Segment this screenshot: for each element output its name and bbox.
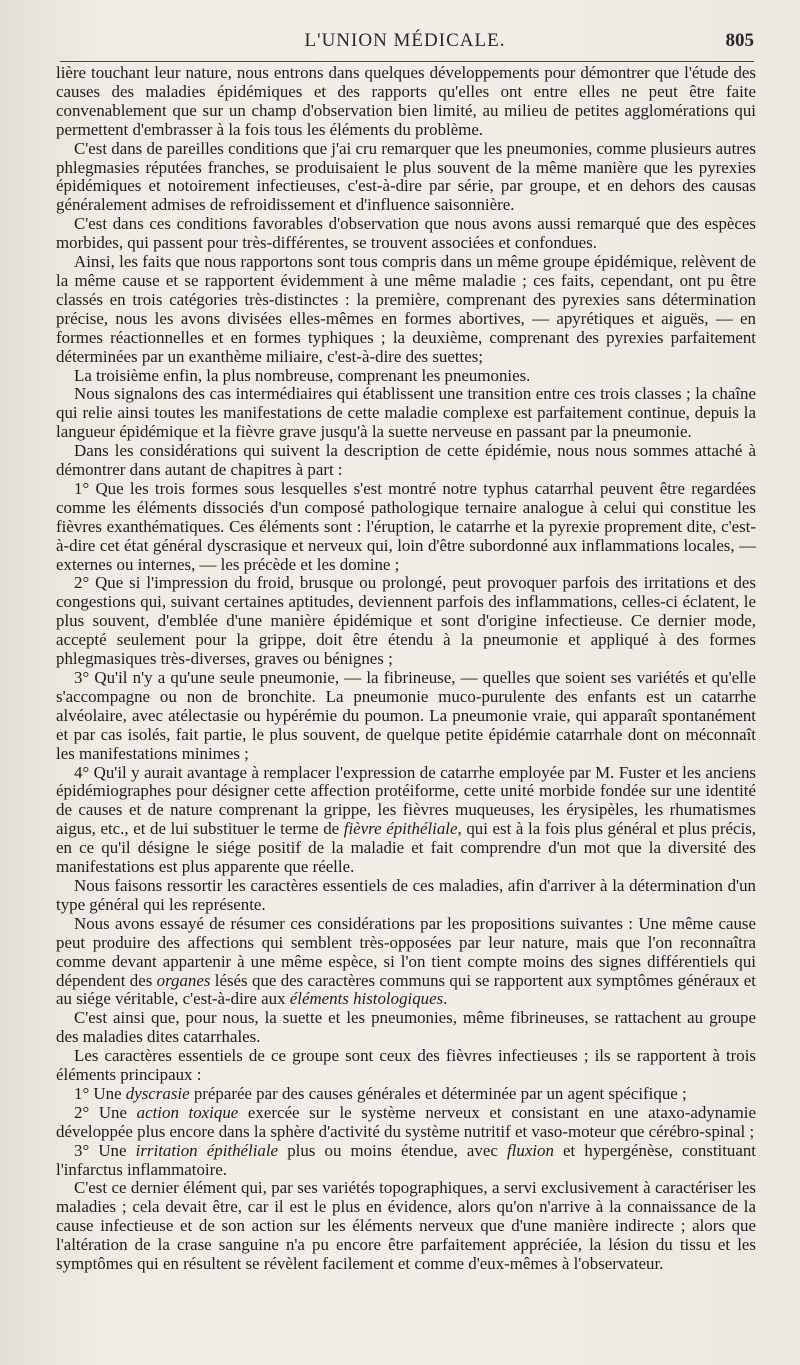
article-body bbox=[56, 64, 756, 1274]
header-rule bbox=[60, 61, 754, 62]
paragraph bbox=[56, 215, 756, 253]
paragraph bbox=[56, 253, 756, 366]
paragraph bbox=[56, 1142, 756, 1180]
text-run: C'est ce dernier élément qui, par ses variétés topographiques, a servi exclusivement à caractériser les maladies ; cela devait être, car il est le plus en évidence, alors qu'on n'arrive à la connaissance de la cause infectieuse et de son action sur les éléments nerveux que d'une manière indirecte ; alors que l'altération de la crase sanguine n'a pu encore être parfaitement appréciée, la lésion du tissu et les symptômes qui en résultent se révèlent facilement et comme d'eux-mêmes à l'observateur. bbox=[56, 1178, 756, 1274]
text-run: , qui est à la fois plus général et plus précis, en ce qu'il désigne le siége positif de la maladie et fait comprendre d'un mot que la diversité des manifestations est plus apparente que réelle. bbox=[56, 819, 756, 877]
paragraph bbox=[56, 915, 756, 1010]
paragraph bbox=[56, 64, 756, 140]
text-run: lésés que des caractères communs qui se rapportent aux symptômes généraux et au siége véritable, c'est-à-dire aux bbox=[56, 970, 756, 1009]
text-run: Nous avons essayé de résumer ces considérations par les propositions suivantes : Une même cause peut produire des affections qui semblent très-opposées par leur nature, mais que l'on reconnaîtra comme devant appartenir à une même espèce, si l'on tient compte moins des signes différentiels qui dépendent des bbox=[56, 913, 756, 990]
text-run: 1° Une bbox=[74, 1083, 126, 1103]
text-run: et hypergénèse, constituant l'infarctus inflammatoire. bbox=[56, 1140, 756, 1179]
text-run: C'est dans ces conditions favorables d'observation que nous avons aussi remarqué que des espèces morbides, qui passent pour très-différentes, se trouvent associées et confondues. bbox=[56, 214, 756, 253]
paragraph bbox=[56, 764, 756, 877]
text-run: préparée par des causes générales et déterminée par un agent spécifique ; bbox=[189, 1083, 687, 1103]
paragraph bbox=[56, 140, 756, 216]
page-header bbox=[56, 30, 754, 60]
text-run: 4° Qu'il y aurait avantage à remplacer l'expression de catarrhe employée par M. Fuster et les anciens épidémiographes pour désigner cette affection protéiforme, cette unité morbide fondée sur une identité de causes et de nature comprenant la grippe, les fièvres muqueuses, les érysipèles, les rhumatismes aigus, etc., et de lui substituer le terme de bbox=[56, 762, 756, 839]
text-run: C'est dans de pareilles conditions que j'ai cru remarquer que les pneumonies, comme plusieurs autres phlegmasies réputées franches, se produisaient le plus souvent de la même manière que les pyrexies épidémiques et notoirement infectieuses, c'est-à-dire par série, par groupe, et en dehors des causas généralement admises de refroidissement et d'influence saisonnière. bbox=[56, 138, 756, 215]
italic-term: fièvre épithéliale bbox=[343, 819, 458, 839]
paragraph bbox=[56, 442, 756, 480]
paragraph bbox=[56, 1009, 756, 1047]
text-run: Ainsi, les faits que nous rapportons sont tous compris dans un même groupe épidémique, relèvent de la même cause et se rapportent évidemment à une même maladie ; ces faits, cependant, ont pu être classés en trois catégories très-distinctes : la première, comprenant des pyrexies sans détermination précise, nous les avons divisées elles-mêmes en formes abortives, — apyrétiques et aiguës, — en formes réactionnelles et en formes typhiques ; la deuxième, comprenant des pyrexies parfaitement déterminées par un exanthème miliaire, c'est-à-dire des suettes; bbox=[56, 252, 756, 366]
italic-term: irritation épithéliale bbox=[135, 1140, 279, 1160]
paragraph bbox=[56, 1179, 756, 1274]
italic-term: action toxique bbox=[136, 1102, 239, 1122]
paragraph bbox=[56, 385, 756, 442]
text-run: Nous faisons ressortir les caractères essentiels de ces maladies, afin d'arriver à la détermination d'un type général qui les représente. bbox=[56, 875, 756, 914]
paragraph bbox=[56, 877, 756, 915]
page-number: 805 bbox=[725, 30, 754, 51]
italic-term: éléments histologiques bbox=[289, 989, 444, 1009]
paragraph bbox=[56, 1104, 756, 1142]
italic-term: dyscrasie bbox=[125, 1083, 190, 1103]
paragraph bbox=[56, 367, 756, 386]
italic-term: fluxion bbox=[506, 1140, 554, 1160]
text-run: 2° Que si l'impression du froid, brusque ou prolongé, peut provoquer parfois des irritations et des congestions qui, suivant certaines aptitudes, deviennent parfois des inflammations, celles-ci éclatent, le plus souvent, d'emblée d'une manière épidémique et sont d'origine infectieuse. Ce dernier mode, accepté seulement pour la grippe, doit être étendu à la pneumonie et appliqué à des formes phlegmasiques très-diverses, graves ou bénignes ; bbox=[56, 573, 756, 669]
italic-term: organes bbox=[156, 970, 211, 990]
text-run: plus ou moins étendue, avec bbox=[278, 1140, 507, 1160]
text-run: Nous signalons des cas intermédiaires qui établissent une transition entre ces trois classes ; la chaîne qui relie ainsi toutes les manifestations de cette maladie complexe est parfaitement continue, depuis la langueur épidémique et la fièvre grave jusqu'à la suette nerveuse en passant par la pneumonie. bbox=[56, 384, 756, 442]
text-run: Les caractères essentiels de ce groupe sont ceux des fièvres infectieuses ; ils se rapportent à trois éléments principaux : bbox=[56, 1046, 756, 1085]
text-run: lière touchant leur nature, nous entrons dans quelques développements pour démontrer que l'étude des causes des maladies épidémiques et des rapports qu'elles ont entre elles ne peut être faite convenablement que sur un champ d'observation bien limité, au milieu de petites agglomérations qui permettent d'embrasser à la fois tous les éléments du problème. bbox=[56, 63, 756, 139]
paragraph bbox=[56, 1085, 756, 1104]
text-run: 3° Une bbox=[74, 1140, 136, 1160]
text-run: . bbox=[443, 989, 448, 1009]
text-run: 1° Que les trois formes sous lesquelles s'est montré notre typhus catarrhal peuvent être regardées comme les éléments dissociés d'un composé pathologique ternaire analogue à celui qui constitue les fièvres exanthématiques. Ces éléments sont : l'éruption, le catarrhe et la pyrexie proprement dite, c'est-à-dire cet état général dyscrasique et nerveux qui, loin d'être subordonné aux inflammations locales, — externes ou internes, — les précède et les domine ; bbox=[56, 478, 756, 574]
text-run: C'est ainsi que, pour nous, la suette et les pneumonies, même fibrineuses, se rattachent au groupe des maladies dites catarrhales. bbox=[56, 1008, 756, 1047]
paragraph bbox=[56, 574, 756, 669]
text-run: La troisième enfin, la plus nombreuse, comprenant les pneumonies. bbox=[74, 365, 531, 385]
paragraph bbox=[56, 669, 756, 764]
text-run: exercée sur le système nerveux et consistant en une ataxo-adynamie développée plus encore dans la sphère d'activité du système nutritif et vaso-moteur que cérébro-spinal ; bbox=[56, 1102, 756, 1141]
text-run: 2° Une bbox=[74, 1102, 137, 1122]
paragraph bbox=[56, 480, 756, 575]
running-title: L'UNION MÉDICALE. bbox=[304, 30, 506, 51]
paragraph bbox=[56, 1047, 756, 1085]
text-run: Dans les considérations qui suivent la description de cette épidémie, nous nous sommes attaché à démontrer dans autant de chapitres à part : bbox=[56, 441, 756, 480]
text-run: 3° Qu'il n'y a qu'une seule pneumonie, — la fibrineuse, — quelles que soient ses variétés et qu'elle s'accompagne ou non de bronchite. La pneumonie muco-purulente des enfants est un catarrhe alvéolaire, avec atélectasie ou hypérémie du poumon. La pneumonie vraie, qui apparaît spontanément et par cas isolés, fait partie, le plus souvent, de quelque petite épidémie catarrhale dont on méconnaît les manifestations minimes ; bbox=[56, 668, 756, 763]
